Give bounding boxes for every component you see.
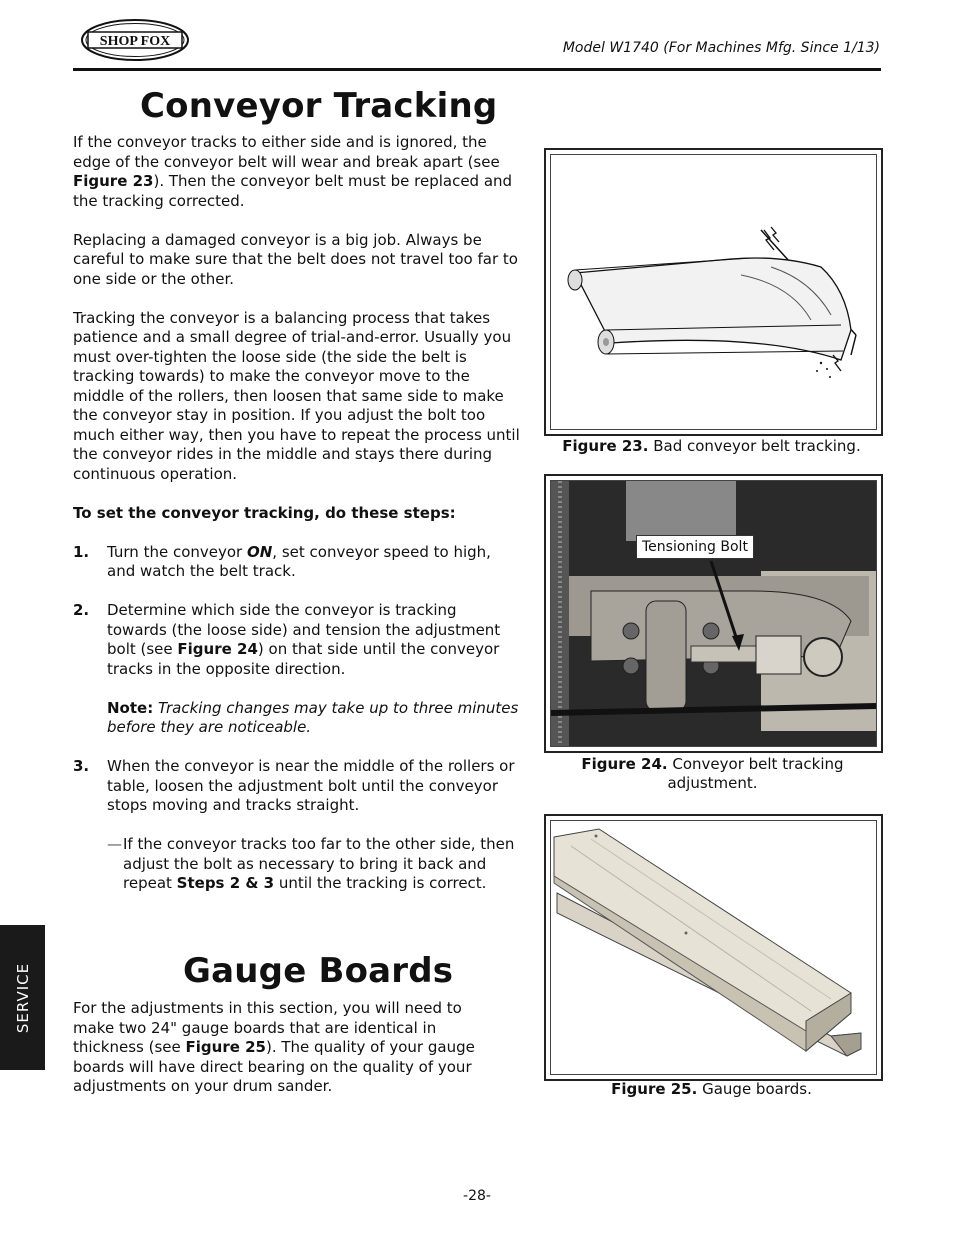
tensioning-bolt-callout: Tensioning Bolt xyxy=(636,535,754,559)
steps-heading: To set the conveyor tracking, do these steps: xyxy=(73,503,456,522)
paragraph-2: Replacing a damaged conveyor is a big job. Always be careful to make sure that the belt does not travel too far to one side or the other. xyxy=(73,230,518,288)
step-text: Determine which side the conveyor is tracking towards (the loose side) and tension the adjustment bolt (see Figure 24) on that side until the conveyor tracks in the opposite direction. xyxy=(107,601,501,678)
figure-23-illustration xyxy=(550,154,877,430)
step-1 xyxy=(73,543,520,582)
figure-25-caption: Figure 25. Gauge boards. xyxy=(611,1080,812,1098)
header-rule xyxy=(73,68,881,71)
shop-fox-logo xyxy=(80,18,190,62)
step-number: 3. xyxy=(73,757,90,775)
sub-step xyxy=(107,835,520,894)
figure-23-frame xyxy=(544,148,883,436)
step-2 xyxy=(73,601,520,738)
model-header: Model W1740 (For Machines Mfg. Since 1/13) xyxy=(562,40,880,56)
step-text: When the conveyor is near the middle of the rollers or table, loosen the adjustment bolt until the conveyor stops moving and tracks straight. xyxy=(107,757,515,814)
step-number: 2. xyxy=(73,601,90,619)
figure-24-photo xyxy=(550,480,877,747)
svg-text:SHOP FOX: SHOP FOX xyxy=(99,34,171,49)
figure-24-frame xyxy=(544,474,883,753)
page-number: -28- xyxy=(463,1188,491,1204)
figure-23-caption: Figure 23. Bad conveyor belt tracking. xyxy=(562,437,861,455)
sub-step-text: If the conveyor tracks too far to the other side, then adjust the bolt as necessary to bring it back and repeat Steps 2 & 3 until the tracking is correct. xyxy=(123,835,515,892)
step-3 xyxy=(73,757,520,894)
step-number: 1. xyxy=(73,542,90,561)
service-side-tab-label: SERVICE xyxy=(13,962,32,1033)
left-column xyxy=(73,133,520,894)
note: Note: Tracking changes may take up to three minutes before they are noticeable. xyxy=(107,698,519,736)
paragraph-3: Tracking the conveyor is a balancing process that takes patience and a small degree of trial-and-error. Usually you must over-tighten the loose side (the side the belt is tracking towards) to make the conveyor move to the middle of the rollers, then loosen that same side to make the conveyor stay in position. If you adjust the bolt too much either way, then you have to repeat the process until the conveyor rides in the middle and stays there during continuous operation. xyxy=(73,308,520,483)
step-text: Turn the conveyor ON, set conveyor speed to high, and watch the belt track. xyxy=(107,542,491,580)
figure-25-frame xyxy=(544,814,883,1081)
paragraph-1: If the conveyor tracks to either side and is ignored, the edge of the conveyor belt will wear and break apart (see Figure 23). Then the conveyor belt must be replaced and the tracking corrected. xyxy=(73,133,513,210)
sub-step-dash: — xyxy=(107,835,122,853)
section-title-conveyor-tracking: Conveyor Tracking xyxy=(140,86,498,126)
service-side-tab xyxy=(0,925,45,1070)
gauge-boards-paragraph: For the adjustments in this section, you will need to make two 24" gauge boards that are identical in thickness (see Figure 25). The quality of your gauge boards will have direct bearing on the quality of your adjustments on your drum sander. xyxy=(73,999,475,1095)
figure-24-caption: Figure 24. Conveyor belt tracking adjustment. xyxy=(581,755,844,792)
section-title-gauge-boards: Gauge Boards xyxy=(183,951,454,991)
figure-25-photo xyxy=(550,820,877,1075)
